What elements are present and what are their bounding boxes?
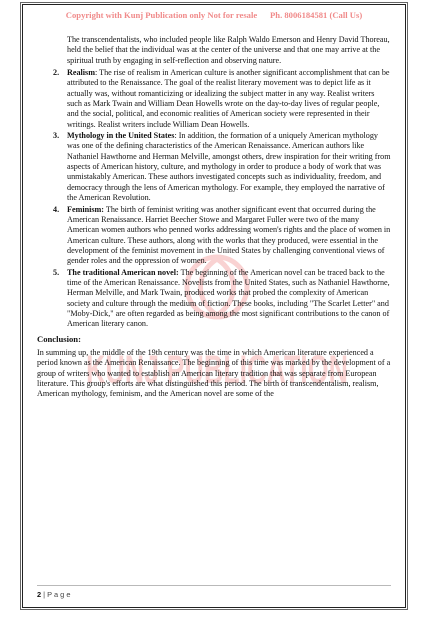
- page-number: 2: [37, 590, 42, 599]
- list-item-mythology: [53, 131, 391, 203]
- list-item-realism: [53, 68, 391, 130]
- list-item-american-novel: [53, 267, 391, 330]
- copyright-banner: Copyright with Kunj Publication only Not for resale Ph. 8006184581 (Call Us): [65, 10, 363, 20]
- list-text: : The rise of realism in American culture is another significant accomplishment that can be attributed to the Renaissance. The goal of the realist literary movement was to depict life as it actually was, without romanticizing or idealizing the subject matter in any way. Realist writers such as Mark Twain and William Dean Howells wrote on the day-to-day lives of regular people, and the social, political, and economic realities of American society were represented in their writings. Realist writers include William Dean Howells.: [67, 68, 390, 129]
- conclusion-paragraph: In summing up, the middle of the 19th century was the time in which American literature experienced a period known as the American Renaissance. The beginning of this time was marked by the development of a group of writers who wanted to establish an American literary tradition that was separate from European literature. This group's efforts are what distinguished this period. The birth of transcendentalism, realism, American mythology, feminism, and the American novel are some of the: [37, 347, 391, 399]
- list-text: The birth of feminist writing was another significant event that occurred during the American Renaissance. Harriet Beecher Stowe and Margaret Fuller were two of the many American women authors who penned works addressing women's rights and the place of women in American culture. These authors, along with the works that they produced, were essential in the development of the feminist movement in the United States by challenging conventional views of gender roles and the oppression of women.: [67, 204, 391, 266]
- list-number: 5.: [53, 267, 60, 277]
- list-text: : In addition, the formation of a uniquely American mythology was one of the defining characteristics of the American Renaissance. American authors like Nathaniel Hawthorne and Herman Melville, amongst others, drew inspiration for their writing from aspects of American history, culture, and mythology in order to produce a body of work that was unmistakably American. These authors investigated concepts such as individuality, freedom, and democracy through the lens of American mythology. For example, they employed the narrative of the American Revolution.: [67, 131, 391, 203]
- list-number: 4.: [53, 204, 60, 214]
- list-term: The traditional American novel:: [67, 267, 179, 277]
- footer-separator: |: [41, 590, 48, 599]
- conclusion-heading: Conclusion:: [37, 333, 81, 344]
- intro-paragraph: The transcendentalists, who included people like Ralph Waldo Emerson and Henry David Thoreau, held the belief that the individual was at the center of the universe and that one may arrive at the spiritual truth by engaging in self-reflection and observing nature.: [67, 35, 390, 65]
- list-term: Realism: [67, 68, 95, 78]
- page-footer: [37, 585, 391, 599]
- document-page: [22, 4, 406, 608]
- list-number: 3.: [53, 131, 60, 141]
- list-item-feminism: [53, 204, 391, 267]
- page-label: P a g e: [47, 590, 71, 599]
- list-term: Mythology in the United States: [67, 131, 175, 141]
- list-number: 2.: [53, 68, 60, 78]
- list-term: Feminism:: [67, 204, 105, 214]
- page-content: [37, 35, 391, 400]
- topic-list: [37, 68, 391, 330]
- list-text: The beginning of the American novel can be traced back to the time of the American Renaissance. Novelists from the United States, such as Nathaniel Hawthorne, Herman Melville, and Mark Twain, produced works that probed the complexity of American society and culture through the medium of fiction. These books, including "The Scarlet Letter" and "Moby-Dick," are often regarded as being among the most significant contributions to the canon of American literary canon.: [67, 267, 390, 329]
- watermark-text: KUNJ PUBLICATION: [86, 348, 348, 392]
